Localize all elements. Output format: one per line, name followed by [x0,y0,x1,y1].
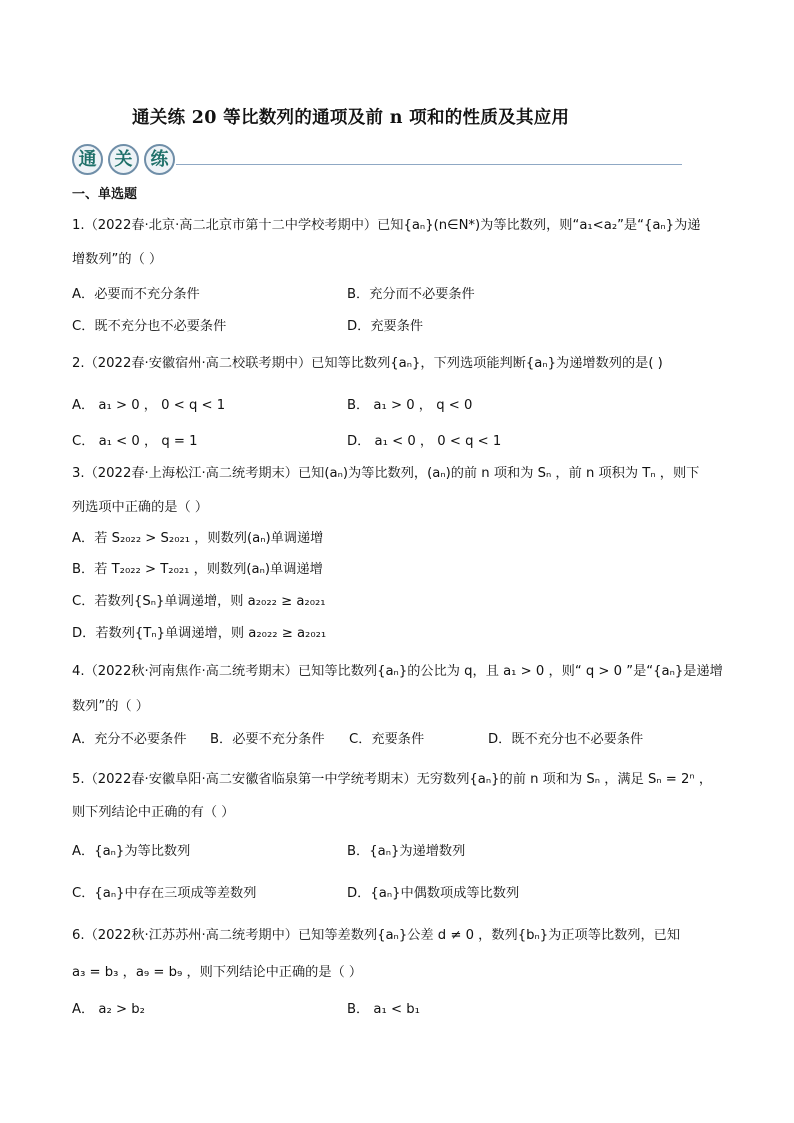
q3-stem-line2: 列选项中正确的是（ ） [72,500,209,515]
q2-option-a: A． a₁ > 0 ， 0 < q < 1 [72,398,226,413]
q3-option-a: A．若 S₂₀₂₂ > S₂₀₂₁ ，则数列(aₙ)单调递增 [72,531,324,546]
q2-option-b: B． a₁ > 0 ， q < 0 [347,398,473,413]
q1-stem-line1: 1.（2022春·北京·高二北京市第十二中学校考期中）已知{aₙ}(n∈N*)为等比数列，则“a₁<a₂”是“{aₙ}为递 [72,218,701,233]
badge-char-3: 练 [144,144,175,175]
q1-option-b: B．充分而不必要条件 [347,287,475,302]
q5-option-c: C．{aₙ}中存在三项成等差数列 [72,886,257,901]
q6-option-a: A． a₂ > b₂ [72,1002,145,1017]
q3-option-b: B．若 T₂₀₂₂ > T₂₀₂₁ ，则数列(aₙ)单调递增 [72,562,323,577]
q1-option-d: D．充要条件 [347,319,424,334]
q6-stem-line2: a₃ = b₃ ，a₉ = b₉ ，则下列结论中正确的是（ ） [72,965,363,980]
q4-stem-line2: 数列”的（ ） [72,699,149,714]
q1-option-a: A．必要而不充分条件 [72,287,200,302]
q1-option-c: C．既不充分也不必要条件 [72,319,227,334]
q1-stem-line2: 增数列”的（ ） [72,252,163,267]
badge-char-1: 通 [72,144,103,175]
q3-option-c: C．若数列{Sₙ}单调递增，则 a₂₀₂₂ ≥ a₂₀₂₁ [72,594,326,609]
badge-char-2: 关 [108,144,139,175]
q5-option-d: D．{aₙ}中偶数项成等比数列 [347,886,520,901]
q5-stem-line1: 5.（2022春·安徽阜阳·高二安徽省临泉第一中学统考期末）无穷数列{aₙ}的前 n 项和为 Sₙ ，满足 Sₙ = 2ⁿ ， [72,772,713,787]
q3-stem-line1: 3.（2022春·上海松江·高二统考期末）已知(aₙ)为等比数列，(aₙ)的前 n 项和为 Sₙ ，前 n 项积为 Tₙ ，则下 [72,466,700,481]
q6-option-b: B． a₁ < b₁ [347,1002,420,1017]
q3-option-d: D．若数列{Tₙ}单调递增，则 a₂₀₂₂ ≥ a₂₀₂₁ [72,626,327,641]
q4-option-b: B．必要不充分条件 [210,732,325,747]
page-title: 通关练 20 等比数列的通项及前 n 项和的性质及其应用 [132,108,570,128]
q4-option-c: C．充要条件 [349,732,425,747]
q4-stem-line1: 4.（2022秋·河南焦作·高二统考期末）已知等比数列{aₙ}的公比为 q，且 a₁ > 0 ，则“ q > 0 ”是“{aₙ}是递增 [72,664,723,679]
q5-stem-line2: 则下列结论中正确的有（ ） [72,805,235,820]
q4-option-a: A．充分不必要条件 [72,732,187,747]
badge-divider [176,164,682,165]
q2-option-c: C． a₁ < 0 ， q = 1 [72,434,198,449]
q4-option-d: D．既不充分也不必要条件 [488,732,644,747]
q2-option-d: D． a₁ < 0 ， 0 < q < 1 [347,434,502,449]
section-badge [72,144,682,178]
q5-option-a: A．{aₙ}为等比数列 [72,844,191,859]
section-heading: 一、单选题 [72,187,138,202]
q2-stem-line1: 2.（2022春·安徽宿州·高二校联考期中）已知等比数列{aₙ}，下列选项能判断{aₙ}为递增数列的是( ) [72,356,663,371]
q5-option-b: B．{aₙ}为递增数列 [347,844,466,859]
q6-stem-line1: 6.（2022秋·江苏苏州·高二统考期中）已知等差数列{aₙ}公差 d ≠ 0 ，数列{bₙ}为正项等比数列，已知 [72,928,680,943]
